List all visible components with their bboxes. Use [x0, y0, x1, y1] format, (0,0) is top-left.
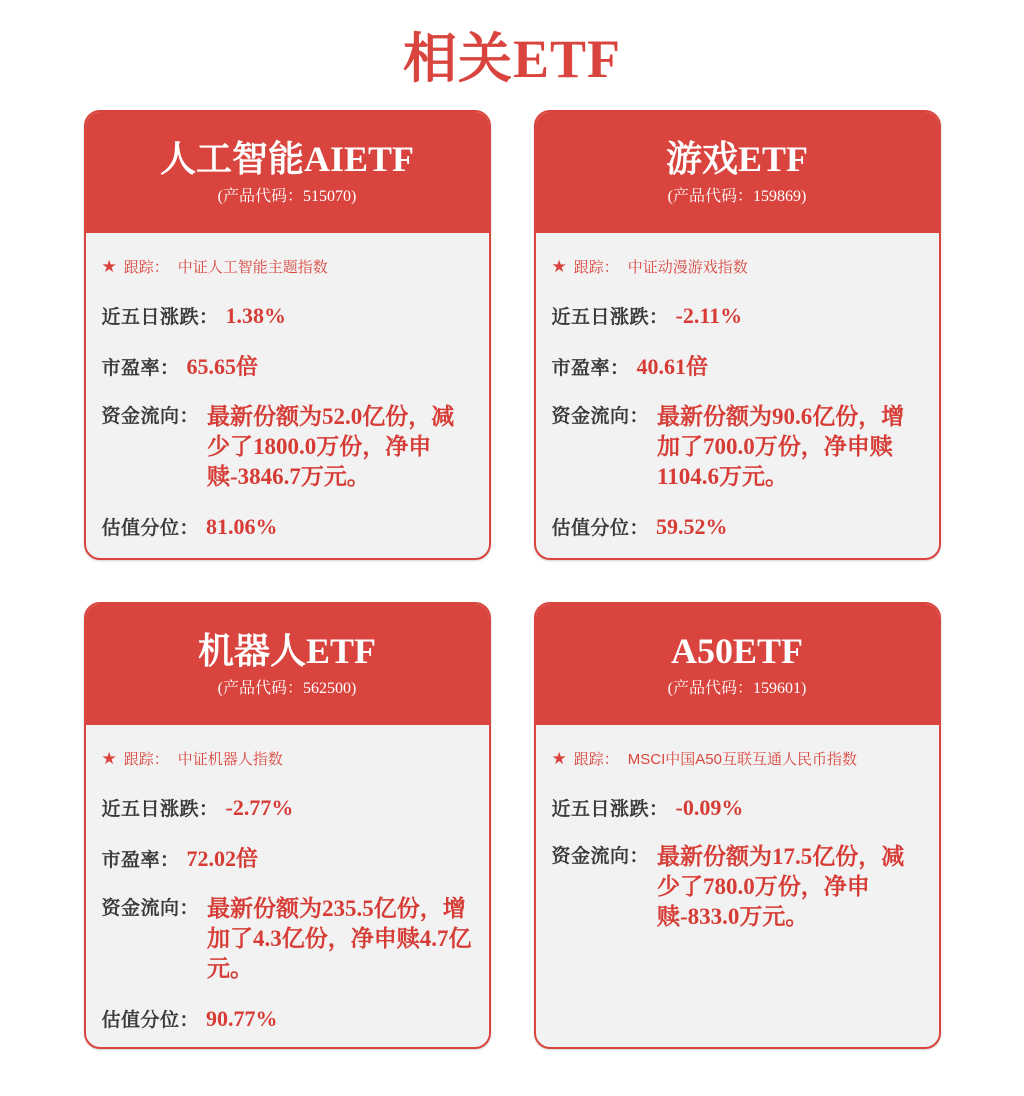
- card-product-code: (产品代码：562500): [217, 679, 357, 697]
- card-product-code: (产品代码：159869): [667, 187, 807, 205]
- stat-row: [102, 350, 473, 381]
- stat-row: [552, 302, 923, 329]
- card-title: A50ETF: [670, 630, 803, 671]
- stat-label: 资金流向：: [551, 406, 650, 427]
- etf-card-grid: [84, 110, 941, 1049]
- stat-value: 65.65倍: [186, 354, 259, 379]
- stat-label: 估值分位：: [101, 1010, 200, 1031]
- track-label: 跟踪：: [573, 751, 619, 768]
- card-header: [536, 112, 939, 233]
- stat-value: -0.09%: [675, 795, 744, 820]
- track-row: [552, 748, 923, 769]
- star-icon: ★: [101, 257, 117, 276]
- stat-label: 资金流向：: [101, 406, 200, 427]
- etf-card-1: [84, 110, 491, 560]
- stat-row: [552, 402, 923, 492]
- card-title: 人工智能AIETF: [159, 138, 415, 179]
- stat-value: 1.38%: [225, 303, 287, 328]
- star-icon: ★: [101, 749, 117, 768]
- stat-label: 近五日涨跌：: [551, 799, 669, 820]
- etf-card-2: [534, 110, 941, 560]
- stat-label: 近五日涨跌：: [101, 799, 219, 820]
- stat-row: [552, 794, 923, 821]
- stat-value: 最新份额为52.0亿份，减少了1800.0万份，净申赎-3846.7万元。: [207, 404, 455, 489]
- track-index: 中证动漫游戏指数: [627, 259, 748, 276]
- etf-card-4: [534, 602, 941, 1049]
- stat-label: 市盈率：: [101, 358, 180, 379]
- stat-row: [102, 302, 473, 329]
- track-row: [552, 256, 923, 277]
- track-row: [102, 748, 473, 769]
- stat-rows: [102, 302, 473, 540]
- card-header: [86, 112, 489, 233]
- stat-label: 市盈率：: [101, 850, 180, 871]
- track-label: 跟踪：: [123, 751, 169, 768]
- stat-value: 最新份额为90.6亿份，增加了700.0万份，净申赎1104.6万元。: [657, 404, 905, 489]
- stat-row: [552, 350, 923, 381]
- stat-label: 资金流向：: [551, 846, 650, 867]
- track-index: MSCI中国A50互联互通人民币指数: [627, 751, 857, 768]
- stat-value: -2.11%: [675, 303, 743, 328]
- stat-row: [102, 1005, 473, 1032]
- card-body: [536, 725, 939, 953]
- stat-label: 估值分位：: [551, 518, 650, 539]
- track-label: 跟踪：: [123, 259, 169, 276]
- stat-value: 81.06%: [206, 514, 278, 539]
- stat-row: [552, 513, 923, 540]
- stat-rows: [102, 794, 473, 1032]
- card-title: 游戏ETF: [665, 138, 808, 179]
- stat-value: 最新份额为235.5亿份，增加了4.3亿份，净申赎4.7亿元。: [207, 896, 472, 981]
- stat-row: [552, 842, 923, 932]
- stat-label: 资金流向：: [101, 898, 200, 919]
- page-title: 相关ETF: [402, 29, 622, 89]
- stat-label: 市盈率：: [551, 358, 630, 379]
- track-label: 跟踪：: [573, 259, 619, 276]
- stat-value: 40.61倍: [636, 354, 709, 379]
- stat-value: 72.02倍: [186, 846, 259, 871]
- track-row: [102, 256, 473, 277]
- stat-value: -2.77%: [225, 795, 294, 820]
- stat-label: 近五日涨跌：: [551, 307, 669, 328]
- card-product-code: (产品代码：159601): [667, 679, 807, 697]
- card-header: [536, 604, 939, 725]
- stat-label: 估值分位：: [101, 518, 200, 539]
- stat-label: 近五日涨跌：: [101, 307, 219, 328]
- card-product-code: (产品代码：515070): [217, 187, 357, 205]
- star-icon: ★: [551, 257, 567, 276]
- stat-row: [102, 513, 473, 540]
- track-index: 中证人工智能主题指数: [177, 259, 328, 276]
- card-body: [536, 233, 939, 560]
- stat-value: 90.77%: [206, 1006, 278, 1031]
- stat-rows: [552, 794, 923, 932]
- card-body: [86, 725, 489, 1049]
- card-body: [86, 233, 489, 560]
- stat-value: 59.52%: [656, 514, 728, 539]
- card-title: 机器人ETF: [197, 630, 376, 671]
- stat-row: [102, 402, 473, 492]
- stat-rows: [552, 302, 923, 540]
- stat-row: [102, 794, 473, 821]
- stat-row: [102, 842, 473, 873]
- stat-row: [102, 894, 473, 984]
- star-icon: ★: [551, 749, 567, 768]
- etf-card-3: [84, 602, 491, 1049]
- stat-value: 最新份额为17.5亿份，减少了780.0万份，净申赎-833.0万元。: [657, 844, 905, 929]
- track-index: 中证机器人指数: [177, 751, 283, 768]
- card-header: [86, 604, 489, 725]
